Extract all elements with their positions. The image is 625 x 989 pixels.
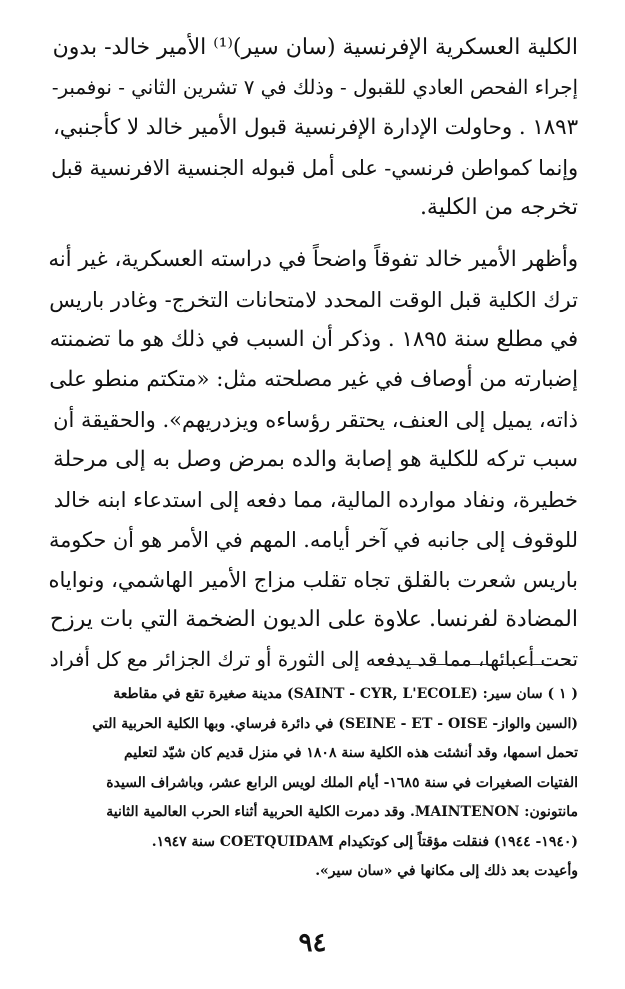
text-line: خطيرة، ونفاد موارده المالية، مما دفعه إلى استدعاء ابنه خالد — [53, 488, 578, 512]
text-line: المضادة لفرنسا. علاوة على الديون الضخمة التي بات يرزح — [49, 607, 578, 632]
text-line: باريس شعرت بالقلق تجاه تقلب مزاج الأمير الهاشمي، ونواياه — [48, 568, 578, 592]
page-number: ٩٤ — [298, 928, 327, 958]
paragraph — [48, 240, 578, 680]
footnote-line: (السين والواز- SEINE - ET - OISE) في دائرة فرساي. وبها الكلية الحربية التي — [92, 715, 578, 732]
text-line: ترك الكلية قبل الوقت المحدد لامتحانات التخرج- وغادر باريس — [49, 288, 578, 312]
text-line: تخرجه من الكلية. — [419, 195, 578, 220]
footnote-line: مانتونون: MAINTENON. وقد دمرت الكلية الحربية أثناء الحرب العالمية الثانية — [106, 804, 578, 820]
text-line: ذاته، يميل إلى العنف، يحتقر رؤساءه ويزدريهم». والحقيقة أن — [53, 408, 578, 432]
text-line: ١٨٩٣ . وحاولت الإدارة الإفرنسية قبول الأمير خالد لا كأجنبي، — [52, 115, 578, 140]
text-line: إجراء الفحص العادي للقبول - وذلك في ٧ تشرين الثاني - نوفمبر- — [51, 76, 578, 99]
text-line: في مطلع سنة ١٨٩٥ . وذكر أن السبب في ذلك هو ما تضمنته — [49, 327, 578, 352]
footnote-line: وأعيدت بعد ذلك إلى مكانها في «سان سير». — [315, 863, 578, 879]
text-line: وإنما كمواطن فرنسي- على أمل قبوله الجنسية الافرنسية قبل — [51, 156, 578, 180]
text-line: تحت أعبائها، مما قد يدفعه إلى الثورة أو ترك الجزائر مع كل أفراد — [49, 648, 578, 671]
main-text — [48, 28, 578, 680]
footnote-line: ( ١ ) سان سير: (SAINT - CYR, L'ECOLE) مدينة صغيرة تقع في مقاطعة — [113, 686, 578, 702]
text-line: الكلية العسكرية الإفرنسية (سان سير)⁽¹⁾ الأمير خالد- بدون — [52, 35, 578, 60]
text-line: إضبارته من أوصاف في غير مصلحته مثل: «متكتم منطو على — [49, 367, 578, 392]
text-line: وأظهر الأمير خالد تفوقاً واضحاً في دراسته العسكرية، غير أنه — [48, 247, 578, 272]
footnote-divider — [368, 664, 576, 665]
footnote-line: (١٩٤٠- ١٩٤٤) فنقلت مؤقتاً إلى كوتكيدام COETQUIDAM سنة ١٩٤٧. — [151, 833, 578, 850]
paragraph-gap — [48, 228, 578, 240]
paragraph — [48, 28, 578, 228]
text-line: للوقوف إلى جانبه في آخر أيامه. المهم في الأمر هو أن حكومة — [48, 528, 578, 552]
footnote-line: الفتيات الصغيرات في سنة ١٦٨٥- أيام الملك لويس الرابع عشر، وباشراف السيدة — [106, 774, 578, 791]
text-line: سبب تركه للكلية هو إصابة والده بمرض وصل به إلى مرحلة — [53, 447, 578, 472]
footnote-line: تحمل اسمها، وقد أنشئت هذه الكلية سنة ١٨٠٨ في منزل قديم كان شيّد لتعليم — [123, 745, 578, 761]
footnote — [48, 680, 578, 887]
